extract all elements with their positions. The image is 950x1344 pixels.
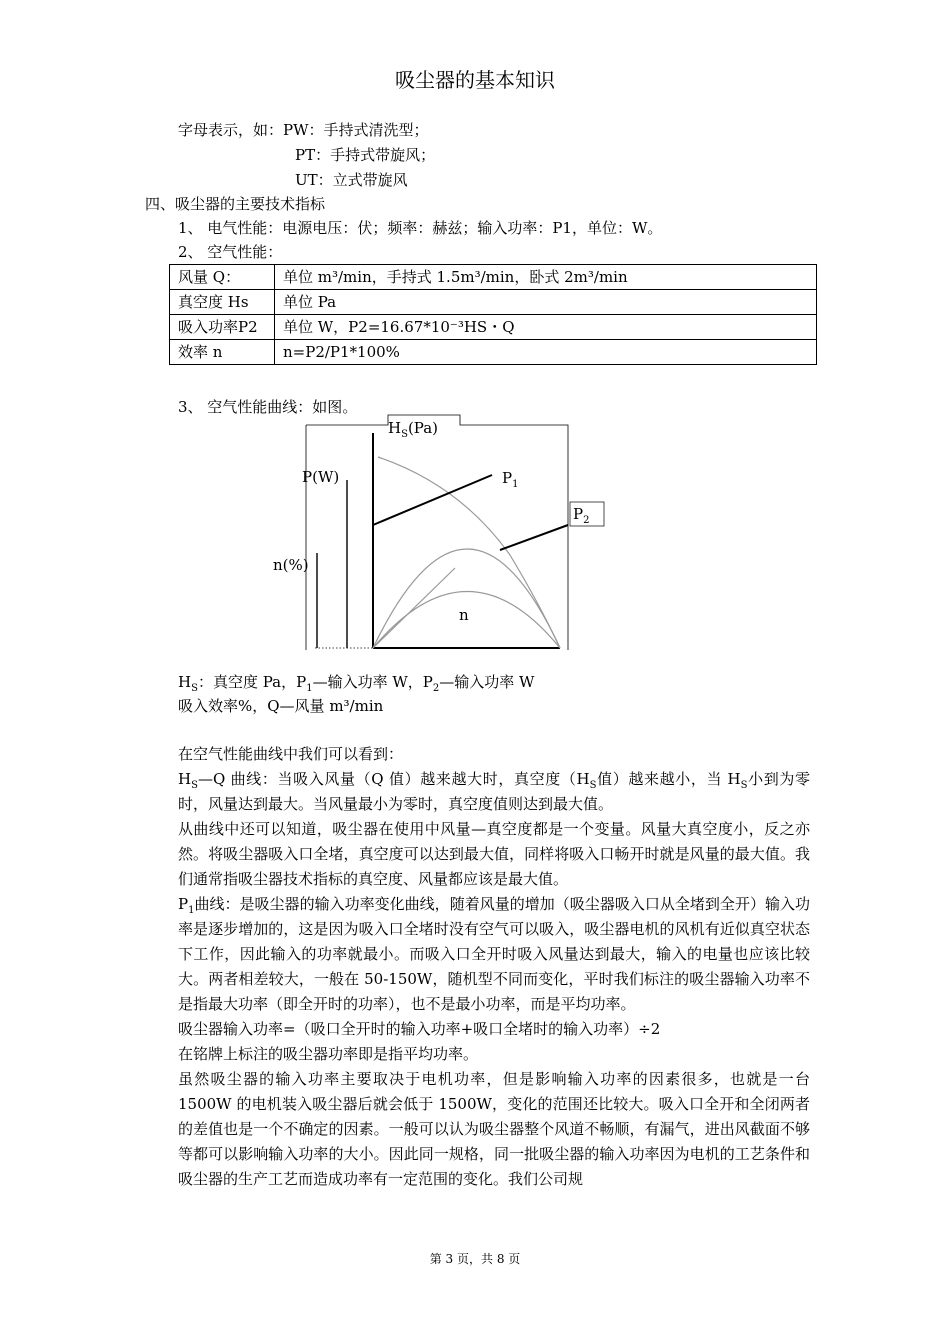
- body-paragraph: 在空气性能曲线中我们可以看到：: [178, 745, 404, 763]
- body-paragraph: 在铭牌上标注的吸尘器功率即是指平均功率。: [178, 1045, 479, 1063]
- table-key: 效率 n: [170, 340, 275, 365]
- body-paragraph: $H_S—Q$ 曲线：当吸入风量（Q 值）越来越大时，真空度（$H_S$值）越来越小，当 $H_S$小到为零时，风量达到最大。当风量最小为零时，真空度值则达到最大值。: [178, 770, 810, 813]
- page-footer: 第 3 页，共 8 页: [429, 1252, 521, 1266]
- item-electrical: 1、 电气性能：电源电压：伏；频率：赫兹；输入功率：P1，单位：W。: [178, 219, 663, 237]
- air-performance-table: [169, 264, 817, 365]
- table-row: [170, 315, 817, 340]
- intro-line-1: 字母表示，如：PW：手持式清洗型；: [178, 121, 429, 139]
- body-paragraph: $P_1$曲线：是吸尘器的输入功率变化曲线，随着风量的增加（吸尘器吸入口从全堵到全开）输入功率是逐步增加的，这是因为吸入口全堵时没有空气可以吸入，吸尘器电机的风机有近似真空状态下工作，因此输入的功率就最小。而吸入口全开时吸入风量达到最大，输入的电量也应该比较大。两者相差较大，一般在 50-150W，随机型不同而变化，平时我们标注的吸尘器输入功率不是指最大功率（即全开时的功率），也不是最小功率，而是平均功率。: [178, 895, 810, 1013]
- p1-label: $P_1$: [502, 469, 519, 490]
- power-axis-label: P(W): [302, 468, 340, 486]
- performance-curve-figure: [260, 405, 610, 660]
- figure-frame: [306, 415, 568, 650]
- legend-line-1: $H_S$：真空度 Pa，$P_1—$输入功率 W，$P_2—$输入功率 W: [178, 673, 535, 694]
- intro-line-2: PT：手持式带旋风；: [295, 146, 436, 164]
- table-value: 单位 m³/min，手持式 1.5m³/min，卧式 2m³/min: [275, 265, 817, 290]
- hs-axis-label: $H_S(Pa)$: [388, 419, 439, 440]
- page-title: 吸尘器的基本知识: [395, 68, 555, 92]
- body-text: [178, 742, 810, 1192]
- body-paragraph: 从曲线中还可以知道，吸尘器在使用中风量—真空度都是一个变量。风量大真空度小，反之亦然。将吸尘器吸入口全堵，真空度可以达到最大值，同样将吸入口畅开时就是风量的最大值。我们通常指吸尘器技术指标的真空度、风量都应该是最大值。: [178, 820, 810, 888]
- table-key: 吸入功率P2: [170, 315, 275, 340]
- body-paragraph: 虽然吸尘器的输入功率主要取决于电机功率，但是影响输入功率的因素很多，也就是一台 1500W 的电机装入吸尘器后就会低于 1500W，变化的范围还比较大。吸入口全开和全闭两者的差值也是一个不确定的因素。一般可以认为吸尘器整个风道不畅顺，有漏气，进出风截面不够等都可以影响输入功率的大小。因此同一规格，同一批吸尘器的输入功率因为电机的工艺条件和吸尘器的生产工艺而造成功率有一定范围的变化。我们公司规: [178, 1070, 810, 1188]
- section-heading: 四、吸尘器的主要技术指标: [145, 195, 326, 213]
- body-paragraph: 吸尘器输入功率=（吸口全开时的输入功率+吸口全堵时的输入功率）÷2: [178, 1020, 661, 1038]
- table-row: [170, 290, 817, 315]
- p2-pointer-line: [500, 525, 568, 550]
- item-curve: 3、 空气性能曲线：如图。: [178, 398, 358, 416]
- table-row: [170, 340, 817, 365]
- table-key: 真空度 Hs: [170, 290, 275, 315]
- p2-label: $P_2$: [573, 505, 590, 526]
- n-curve-label: n: [459, 606, 469, 624]
- table-value: n=P2/P1*100%: [275, 340, 817, 365]
- legend-line-2: 吸入效率%，Q—风量 m³/min: [178, 697, 384, 715]
- item-air: 2、 空气性能：: [178, 243, 283, 261]
- table-value: 单位 W，P2=16.67*10⁻³HS・Q: [275, 315, 817, 340]
- table-key: 风量 Q：: [170, 265, 275, 290]
- table-value: 单位 Pa: [275, 290, 817, 315]
- p2-curve: [373, 549, 560, 648]
- table-row: [170, 265, 817, 290]
- intro-line-3: UT：立式带旋风: [295, 171, 408, 189]
- efficiency-axis-label: n(%): [273, 556, 309, 574]
